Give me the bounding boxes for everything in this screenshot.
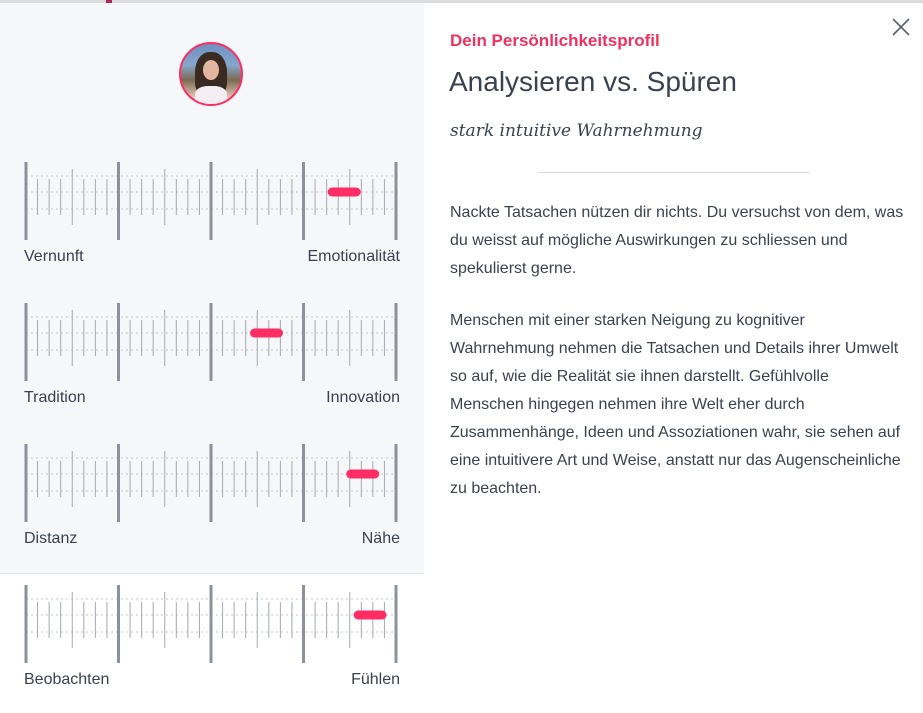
scale-track xyxy=(24,303,400,381)
scale-tradition-innovation xyxy=(24,303,400,406)
scale-vernunft-emotionalitaet xyxy=(24,162,400,265)
scale-track xyxy=(24,444,400,522)
section-kicker: Dein Persönlichkeitsprofil xyxy=(450,31,660,50)
divider xyxy=(538,172,810,173)
scale-right-label: Innovation xyxy=(326,389,400,406)
page-subtitle: stark intuitive Wahrnehmung xyxy=(450,121,703,141)
scale-beobachten-fuehlen xyxy=(24,585,400,688)
scale-track xyxy=(24,585,400,663)
scale-left-label: Distanz xyxy=(24,530,78,547)
scale-track xyxy=(24,162,400,240)
scale-right-label: Nähe xyxy=(361,530,400,547)
scale-right-label: Fühlen xyxy=(351,671,400,688)
scale-left-label: Tradition xyxy=(24,389,86,406)
close-button[interactable] xyxy=(890,16,912,38)
close-icon xyxy=(890,16,912,38)
description-paragraph-1: Nackte Tatsachen nützen dir nichts. Du versuchst von dem, was du weisst auf mögliche Auswirkungen zu schliessen und spekulierst gerne. xyxy=(450,204,904,277)
avatar-shirt xyxy=(195,86,227,106)
description-paragraph-2: Menschen mit einer starken Neigung zu kognitiver Wahrnehmung nehmen die Tatsachen und Details ihrer Umwelt so auf, wie die Realität sie ihnen darstellt. Gefühlvolle Menschen hingegen nehmen ihre Welt eher durch Zusammenhänge, Ideen und Assoziationen wahr, sie sehen auf eine intuitivere Art und Weise, anstatt nur das Augenscheinliche zu beachten. xyxy=(450,312,901,497)
page-title: Analysieren vs. Spüren xyxy=(449,66,737,97)
scale-right-label: Emotionalität xyxy=(307,248,400,265)
scale-distanz-naehe xyxy=(24,444,400,547)
avatar xyxy=(179,42,243,106)
avatar-face xyxy=(203,60,219,80)
scale-left-label: Vernunft xyxy=(24,248,84,265)
scale-left-label: Beobachten xyxy=(24,671,110,688)
